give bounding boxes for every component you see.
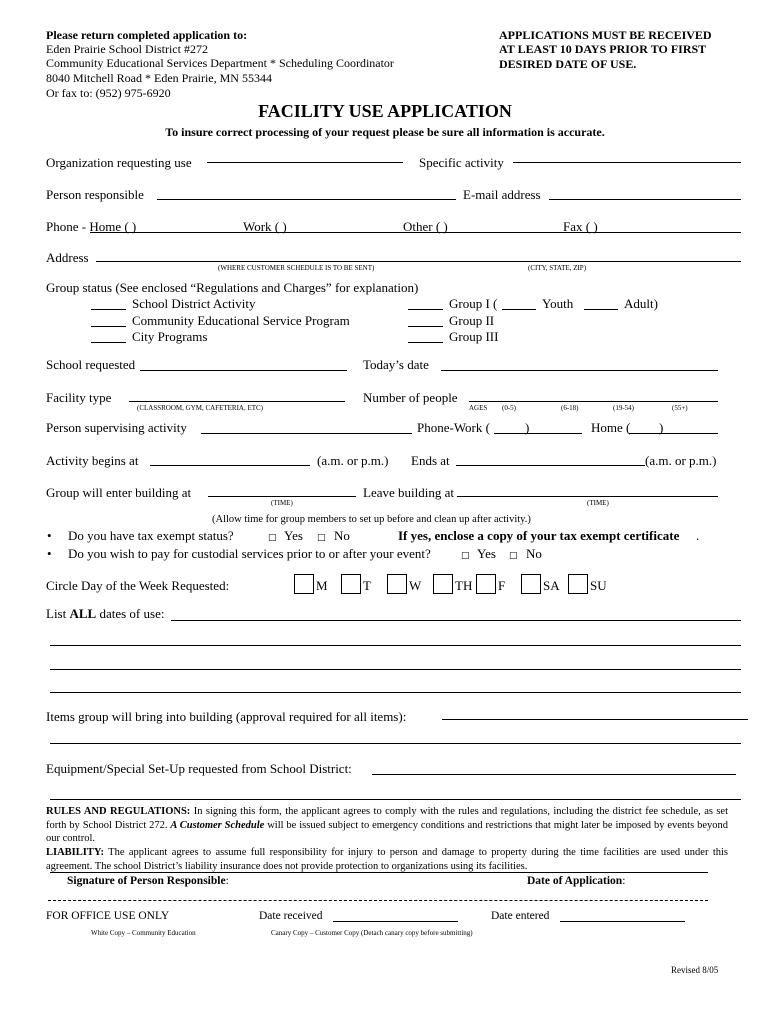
deadline-line: APPLICATIONS MUST BE RECEIVED: [499, 28, 712, 42]
day-label: TH: [455, 578, 473, 593]
white-copy-note: White Copy – Community Education: [91, 929, 196, 937]
custodial-no-checkbox[interactable]: □: [509, 551, 518, 561]
home-close-paren: ): [659, 420, 664, 435]
phone-work-label: Work ( ): [243, 219, 287, 234]
no-label: No: [526, 546, 542, 561]
date-entered-label: Date entered: [491, 910, 550, 922]
facility-type-label: Facility type: [46, 390, 112, 405]
group-option-label: School District Activity: [132, 296, 256, 311]
supervisor-phone-work-label: Phone-Work (: [417, 420, 490, 435]
canary-copy-note: Canary Copy – Customer Copy (Detach canary copy before submitting): [271, 929, 473, 937]
city-state-zip-note: (CITY, STATE, ZIP): [528, 264, 587, 272]
group-3-blank[interactable]: [408, 342, 443, 343]
person-supervising-field[interactable]: [201, 433, 412, 434]
rules-text: will be issued subject to emergency conditions and restrictions that might later be imposed by events beyond our control.: [46, 819, 728, 844]
signature-label-text: Signature of Person Responsible: [67, 875, 226, 887]
equipment-label: Equipment/Special Set-Up requested from School District:: [46, 761, 352, 776]
liability-paragraph: [46, 846, 728, 873]
organization-field[interactable]: [207, 162, 403, 163]
date-of-application-label: [527, 875, 625, 887]
date-received-field[interactable]: [333, 921, 458, 922]
dates-of-use-line-3[interactable]: [50, 669, 741, 670]
phone-other-label: Other ( ): [403, 219, 448, 234]
deadline-line: AT LEAST 10 DAYS PRIOR TO FIRST: [499, 42, 707, 56]
todays-date-field[interactable]: [441, 370, 718, 371]
page-title: FACILITY USE APPLICATION: [258, 101, 512, 121]
supervisor-phone-work-field[interactable]: [494, 433, 582, 434]
todays-date-label: Today’s date: [363, 357, 429, 372]
liability-text: The applicant agrees to assume full responsibility for injury to person and damage to property during the time facilities are used under this agreement. The school District’s liability insurance does not provide protection to organizations using its facilities.: [46, 847, 728, 872]
cut-line: [48, 900, 708, 901]
day-box-th[interactable]: [433, 574, 453, 594]
number-of-people-field[interactable]: [469, 401, 718, 402]
items-field[interactable]: [442, 719, 748, 720]
items-label: Items group will bring into building (approval required for all items):: [46, 709, 407, 724]
specific-activity-label: Specific activity: [419, 155, 504, 170]
dates-prefix: List: [46, 606, 70, 621]
ends-at-label: Ends at: [411, 453, 450, 468]
facility-type-field[interactable]: [129, 401, 345, 402]
adult-label: Adult): [624, 296, 658, 311]
person-responsible-field[interactable]: [157, 199, 456, 200]
day-box-su[interactable]: [568, 574, 588, 594]
am-pm-note: (a.m. or p.m.): [645, 453, 717, 468]
school-requested-field[interactable]: [140, 370, 347, 371]
no-label: No: [334, 528, 350, 543]
age-range: (0-5): [502, 404, 516, 412]
day-box-t[interactable]: [341, 574, 361, 594]
rules-heading: RULES AND REGULATIONS:: [46, 806, 191, 817]
time-note: (TIME): [587, 499, 609, 507]
deadline-line: DESIRED DATE OF USE.: [499, 57, 637, 71]
day-box-sa[interactable]: [521, 574, 541, 594]
signature-colon: :: [225, 875, 229, 887]
customer-schedule-emphasis: A Customer Schedule: [170, 819, 265, 831]
leave-building-field[interactable]: [457, 496, 718, 497]
day-label: W: [409, 578, 422, 593]
dates-suffix: dates of use:: [96, 606, 165, 621]
activity-begins-label: Activity begins at: [46, 453, 139, 468]
time-note: (TIME): [271, 499, 293, 507]
address-line: Eden Prairie School District #272: [46, 42, 208, 56]
age-range: (6-18): [561, 404, 579, 412]
date-of-application-text: Date of Application: [527, 875, 623, 887]
revised-date: Revised 8/05: [671, 965, 719, 975]
office-use-label: FOR OFFICE USE ONLY: [46, 910, 170, 922]
group-2-label: Group II: [449, 313, 495, 328]
yes-label: Yes: [477, 546, 496, 561]
address-line: Or fax to: (952) 975-6920: [46, 86, 171, 100]
day-label: M: [316, 578, 328, 593]
community-program-blank[interactable]: [91, 326, 126, 327]
address-field[interactable]: [96, 261, 741, 262]
group-3-label: Group III: [449, 329, 499, 344]
school-requested-label: School requested: [46, 357, 136, 372]
day-box-m[interactable]: [294, 574, 314, 594]
activity-begins-field[interactable]: [150, 465, 310, 466]
group-option-label: City Programs: [132, 329, 208, 344]
tax-note-period: .: [696, 528, 700, 543]
phone-close-paren: ): [525, 420, 530, 435]
allow-time-note: (Allow time for group members to set up before and clean up after activity.): [212, 514, 531, 525]
custodial-question: Do you wish to pay for custodial services prior to or after your event?: [68, 546, 431, 561]
school-district-activity-blank[interactable]: [91, 309, 126, 310]
equipment-field[interactable]: [372, 774, 736, 775]
facility-type-note: (CLASSROOM, GYM, CAFETERIA, ETC): [137, 404, 264, 412]
day-box-w[interactable]: [387, 574, 407, 594]
day-of-week-label: Circle Day of the Week Requested:: [46, 578, 230, 593]
address-note: (WHERE CUSTOMER SCHEDULE IS TO BE SENT): [218, 264, 375, 272]
yes-label: Yes: [284, 528, 303, 543]
age-range: (19-54): [613, 404, 634, 412]
day-box-f[interactable]: [476, 574, 496, 594]
signature-label: [67, 875, 229, 887]
specific-activity-field[interactable]: [513, 162, 741, 163]
person-responsible-label: Person responsible: [46, 187, 144, 202]
equipment-line-2[interactable]: [50, 799, 741, 800]
tax-exempt-no-checkbox[interactable]: □: [317, 533, 326, 543]
rules-text: In signing this form, the applicant agrees to comply with the rules and regulations, including the district fee schedule, as set forth by School District 272.: [46, 806, 729, 831]
return-heading: Please return completed application to:: [46, 28, 248, 42]
supervisor-home-label: Home (: [591, 420, 631, 435]
tax-exempt-question: Do you have tax exempt status?: [68, 528, 234, 543]
dates-of-use-field[interactable]: [171, 620, 741, 621]
dates-of-use-label: [46, 606, 164, 622]
custodial-yes-checkbox[interactable]: □: [461, 551, 470, 561]
address-line: Community Educational Services Department * Scheduling Coordinator: [46, 56, 394, 70]
youth-blank[interactable]: [502, 309, 536, 310]
group-1-label: Group I (: [449, 296, 498, 311]
organization-label: Organization requesting use: [46, 155, 192, 170]
leave-building-label: Leave building at: [363, 485, 454, 500]
day-label: SU: [590, 578, 607, 593]
date-colon: :: [622, 875, 626, 887]
dates-of-use-line-2[interactable]: [50, 645, 741, 646]
day-label: T: [363, 578, 371, 593]
bullet: •: [47, 528, 52, 543]
bullet: •: [47, 546, 52, 561]
city-programs-blank[interactable]: [91, 342, 126, 343]
dates-all: ALL: [69, 606, 97, 621]
dates-of-use-line-4[interactable]: [50, 692, 741, 693]
number-of-people-label: Number of people: [363, 390, 458, 405]
email-label: E-mail address: [463, 187, 541, 202]
enter-building-field[interactable]: [208, 496, 356, 497]
youth-label: Youth: [542, 296, 574, 311]
phone-fax-label: Fax ( ): [563, 219, 598, 234]
email-field[interactable]: [549, 199, 741, 200]
date-entered-field[interactable]: [560, 921, 685, 922]
rules-paragraph: [46, 805, 728, 846]
supervisor-home-field[interactable]: [629, 433, 718, 434]
ends-at-field[interactable]: [456, 465, 645, 466]
address-line: 8040 Mitchell Road * Eden Prairie, MN 55344: [46, 71, 272, 85]
phone-home-label: Phone - Home ( ): [46, 219, 137, 234]
day-label: F: [498, 578, 506, 593]
group-2-blank[interactable]: [408, 326, 443, 327]
group-1-blank[interactable]: [408, 309, 443, 310]
tax-exempt-note: If yes, enclose a copy of your tax exempt certificate: [398, 528, 680, 543]
signature-line[interactable]: [50, 872, 708, 873]
person-supervising-label: Person supervising activity: [46, 420, 187, 435]
liability-heading: LIABILITY:: [46, 847, 104, 858]
age-range: (55+): [672, 404, 688, 412]
date-received-label: Date received: [259, 910, 323, 922]
am-pm-note: (a.m. or p.m.): [317, 453, 389, 468]
ages-label: AGES: [469, 404, 488, 412]
adult-blank[interactable]: [584, 309, 618, 310]
enter-building-label: Group will enter building at: [46, 485, 192, 500]
group-status-heading: Group status (See enclosed “Regulations and Charges” for explanation): [46, 280, 419, 295]
address-label: Address: [46, 250, 89, 265]
tax-exempt-yes-checkbox[interactable]: □: [268, 533, 277, 543]
items-line-2[interactable]: [50, 743, 741, 744]
group-option-label: Community Educational Service Program: [132, 313, 350, 328]
day-label: SA: [543, 578, 560, 593]
page-subtitle: To insure correct processing of your request please be sure all information is accurate.: [165, 125, 605, 139]
